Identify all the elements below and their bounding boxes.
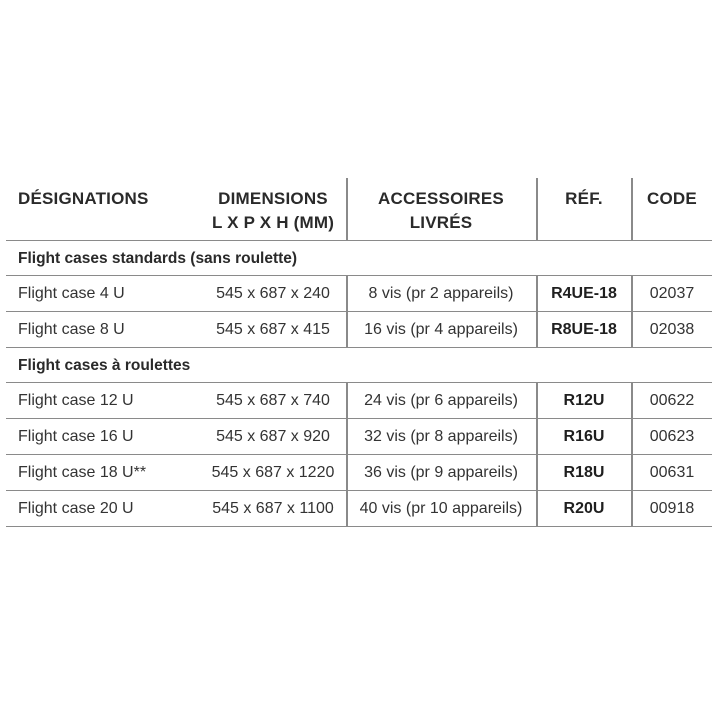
cell-designation: Flight case 12 U (18, 392, 134, 409)
cell-ref: R4UE-18 (551, 285, 617, 302)
cell-accessories: 40 vis (pr 10 appareils) (359, 500, 523, 517)
cell-code: 00622 (649, 392, 695, 409)
cell-dimensions: 545 x 687 x 415 (216, 321, 330, 338)
header-accessories-line1: ACCESSOIRES (378, 189, 504, 208)
cell-designation: Flight case 16 U (18, 428, 134, 445)
header-accessories-line2: LIVRÉS (409, 213, 473, 232)
header-dimensions-line2: L X P X H (MM) (211, 213, 335, 232)
cell-designation: Flight case 18 U** (18, 464, 147, 481)
header-designations-label: DÉSIGNATIONS (18, 189, 149, 208)
table-row (6, 491, 712, 527)
cell-accessories: 8 vis (pr 2 appareils) (368, 285, 514, 302)
cell-dimensions: 545 x 687 x 1220 (211, 464, 335, 481)
cell-dimensions: 545 x 687 x 920 (216, 428, 330, 445)
cell-designation: Flight case 8 U (18, 321, 125, 338)
cell-accessories: 24 vis (pr 6 appareils) (364, 392, 518, 409)
cell-dimensions: 545 x 687 x 1100 (212, 500, 334, 517)
cell-accessories: 32 vis (pr 8 appareils) (364, 428, 518, 445)
cell-accessories: 16 vis (pr 4 appareils) (364, 321, 518, 338)
table-row (6, 276, 712, 312)
cell-accessories: 36 vis (pr 9 appareils) (364, 464, 518, 481)
cell-designation: Flight case 20 U (18, 500, 134, 517)
header-divider (631, 178, 633, 240)
table-row (6, 312, 712, 348)
header-dimensions (200, 187, 346, 249)
table-row (6, 455, 712, 491)
header-code-label: CODE (647, 189, 697, 208)
header-divider (346, 178, 348, 240)
cell-code: 02038 (649, 321, 695, 338)
group-title-wheeled: Flight cases à roulettes (6, 348, 712, 383)
header-accessories (347, 187, 535, 249)
table-row (6, 383, 712, 419)
cell-ref: R20U (563, 500, 605, 517)
cell-code: 00918 (649, 500, 695, 517)
cell-code: 00631 (649, 464, 695, 481)
cell-designation: Flight case 4 U (18, 285, 125, 302)
header-dimensions-line1: DIMENSIONS (218, 189, 328, 208)
header-designations (18, 187, 198, 249)
table-header (6, 178, 712, 241)
cell-dimensions: 545 x 687 x 240 (216, 285, 330, 302)
header-divider (536, 178, 538, 240)
header-ref (537, 187, 631, 249)
table-row (6, 419, 712, 455)
product-table (6, 178, 712, 527)
cell-code: 00623 (649, 428, 695, 445)
cell-code: 02037 (649, 285, 695, 302)
cell-ref: R12U (563, 392, 605, 409)
cell-ref: R16U (563, 428, 605, 445)
cell-ref: R8UE-18 (551, 321, 617, 338)
header-code (632, 187, 712, 249)
cell-dimensions: 545 x 687 x 740 (216, 392, 330, 409)
group-title-standard: Flight cases standards (sans roulette) (6, 241, 712, 276)
header-ref-label: RÉF. (565, 189, 603, 208)
cell-ref: R18U (563, 464, 605, 481)
